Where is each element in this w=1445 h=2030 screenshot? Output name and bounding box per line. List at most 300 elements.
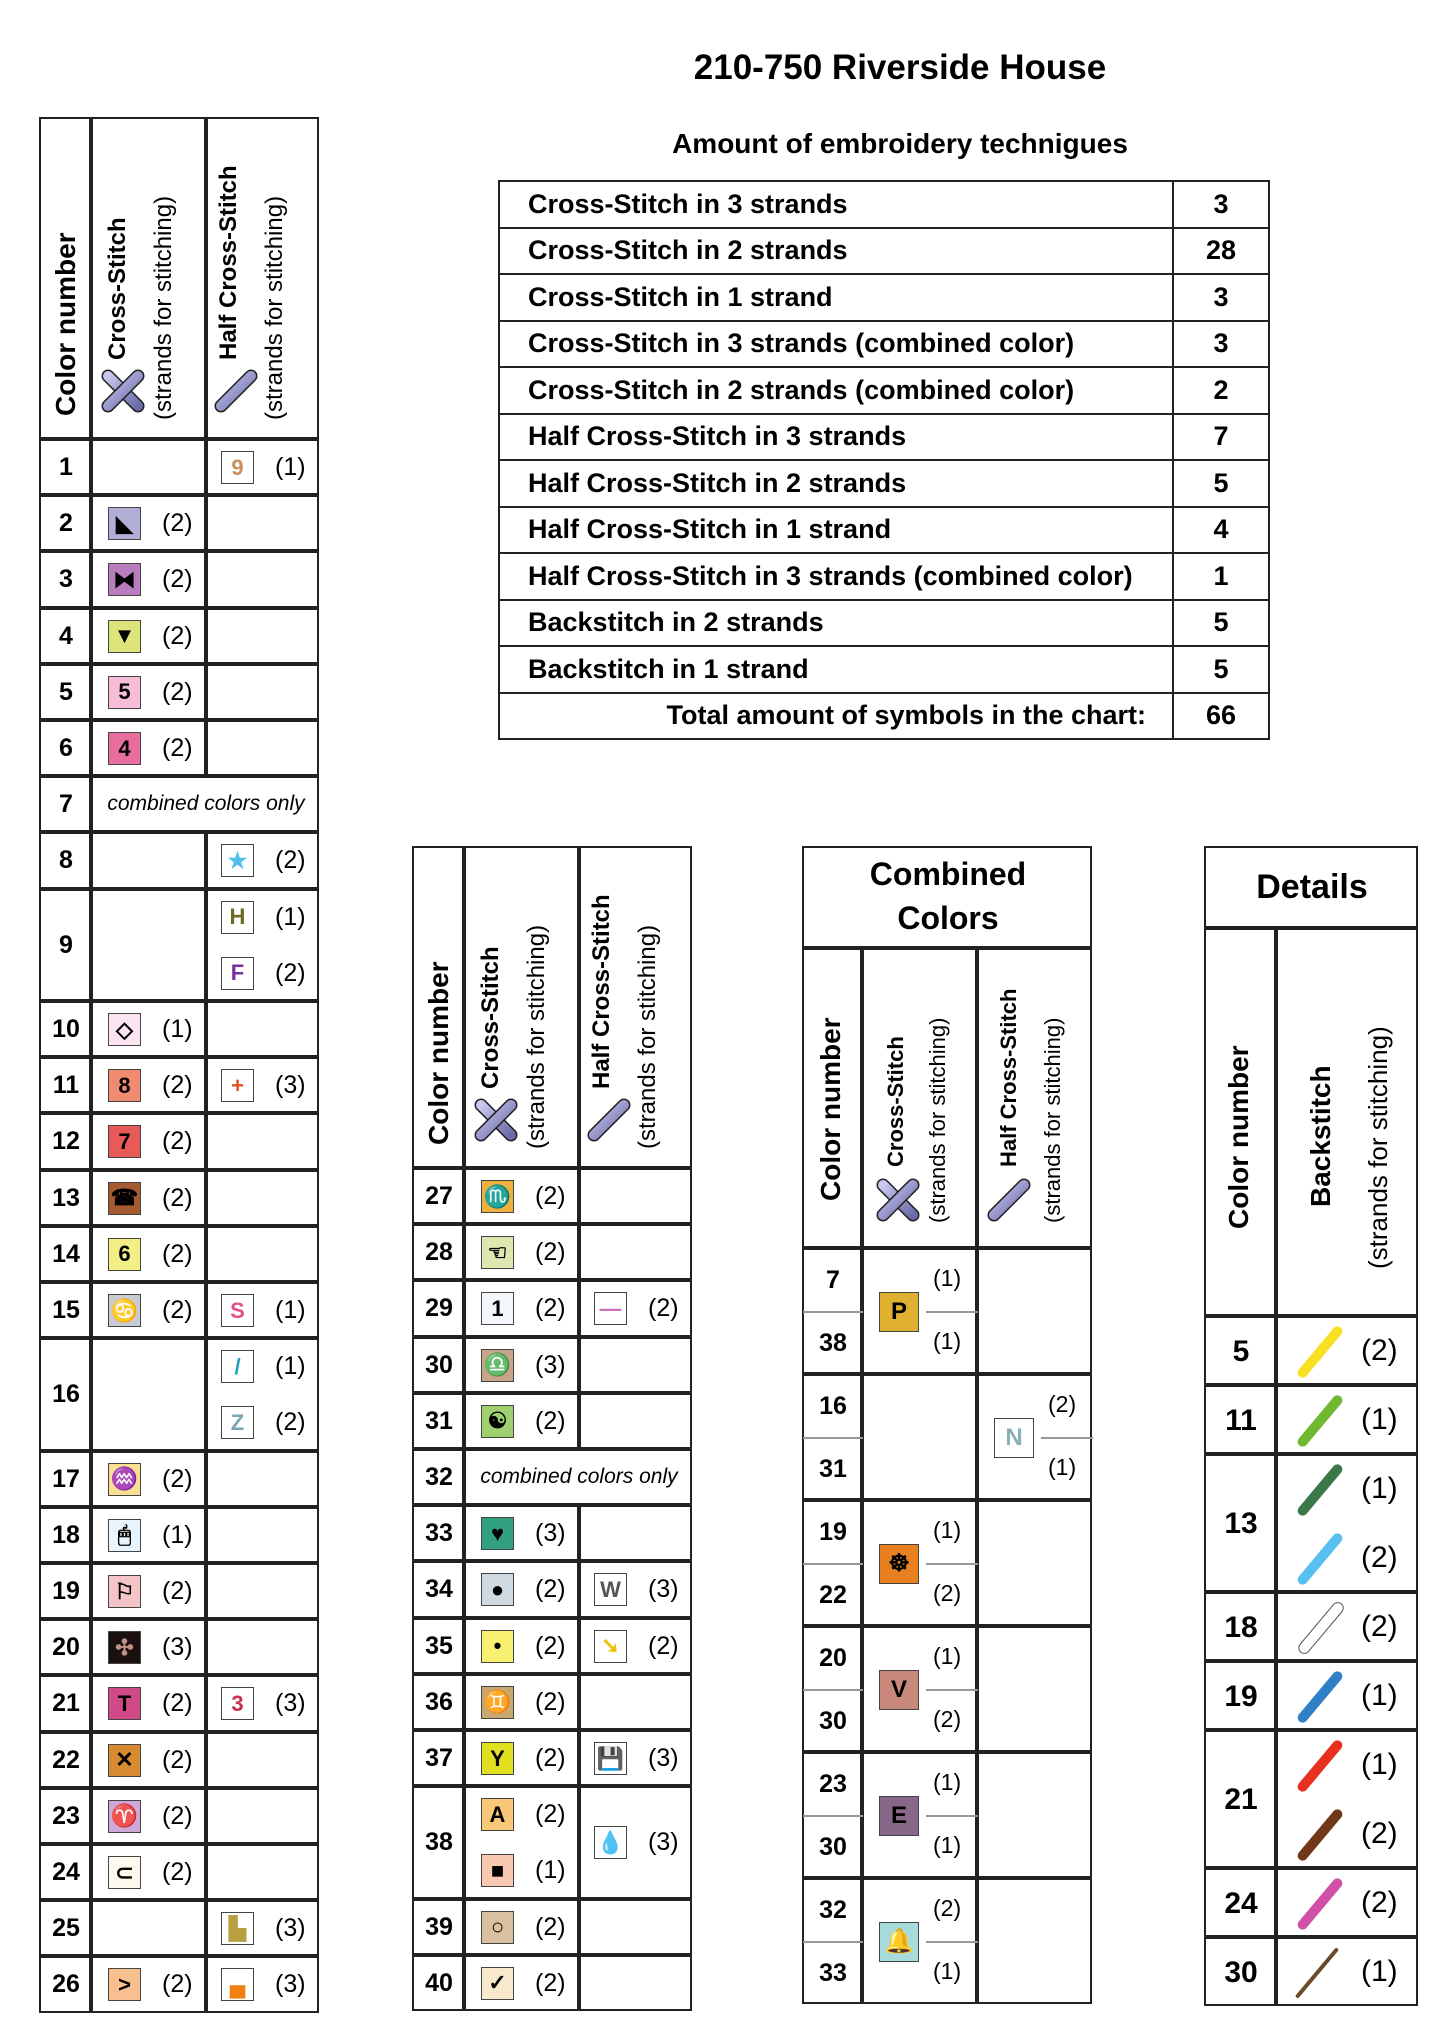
chart-symbol: ✓ bbox=[481, 1967, 514, 2000]
legend-row bbox=[40, 833, 320, 889]
chart-symbol: 8 bbox=[108, 1069, 141, 1102]
half-cross-stitch-cell bbox=[579, 1224, 692, 1280]
color-number: 13 bbox=[1224, 1507, 1258, 1540]
half-cross-stitch-cell bbox=[579, 1505, 692, 1561]
half-cross-stitch-cell bbox=[206, 1507, 319, 1563]
strands-header-label: (strands for stitching) bbox=[634, 924, 661, 1149]
strand-count: (1) bbox=[162, 1520, 193, 1549]
legend-row bbox=[413, 1900, 693, 1956]
color-number: 27 bbox=[425, 1182, 453, 1211]
color-number: 28 bbox=[425, 1238, 453, 1267]
chart-symbol: 7 bbox=[108, 1125, 141, 1158]
summary-total-row bbox=[499, 693, 1269, 740]
details-row bbox=[1205, 1662, 1419, 1731]
chart-symbol: ♊ bbox=[481, 1686, 514, 1719]
details-row bbox=[1205, 1938, 1419, 2007]
summary-value: 5 bbox=[1173, 646, 1269, 693]
color-number-header-label: Color number bbox=[1223, 1045, 1254, 1229]
cross-stitch-cell bbox=[862, 1374, 977, 1500]
cross-stitch-cell bbox=[91, 1900, 206, 1956]
half-cross-stitch-cell bbox=[206, 1170, 319, 1226]
color-number: 36 bbox=[425, 1687, 453, 1716]
color-number: 7 bbox=[59, 790, 73, 819]
half-cross-stitch-cell bbox=[206, 1226, 319, 1282]
half-cross-stitch-icon bbox=[586, 1097, 632, 1143]
divider bbox=[926, 1689, 978, 1691]
strand-count: (2) bbox=[535, 1575, 566, 1604]
chart-symbol: ◣ bbox=[108, 507, 141, 540]
strand-count: (2) bbox=[933, 1705, 962, 1732]
color-number: 10 bbox=[52, 1015, 80, 1044]
half-cross-stitch-cell bbox=[977, 1752, 1092, 1878]
half-cross-stitch-header-label: Half Cross-Stitch bbox=[215, 165, 242, 360]
summary-label: Half Cross-Stitch in 3 strands bbox=[499, 414, 1173, 461]
summary-total-value: 66 bbox=[1173, 693, 1269, 740]
half-cross-stitch-icon bbox=[986, 1177, 1032, 1223]
legend-row bbox=[40, 1171, 320, 1227]
legend-row bbox=[40, 1002, 320, 1058]
color-number: 39 bbox=[425, 1912, 453, 1941]
summary-row bbox=[499, 367, 1269, 414]
color-number-header-label: Color number bbox=[50, 232, 81, 416]
color-number: 30 bbox=[819, 1832, 847, 1861]
cross-stitch-cell bbox=[91, 1338, 206, 1450]
color-number: 5 bbox=[1232, 1334, 1250, 1368]
strand-count: (2) bbox=[648, 1294, 679, 1323]
strand-count: (2) bbox=[1361, 1333, 1398, 1367]
strand-count: (2) bbox=[162, 1296, 193, 1325]
color-number: 21 bbox=[52, 1689, 80, 1718]
color-number: 6 bbox=[59, 734, 73, 763]
strand-count: (3) bbox=[275, 1071, 306, 1100]
strand-count: (3) bbox=[535, 1350, 566, 1379]
strand-count: (2) bbox=[933, 1579, 962, 1606]
summary-label: Backstitch in 2 strands bbox=[499, 600, 1173, 647]
strand-count: (3) bbox=[275, 1970, 306, 1999]
legend-row bbox=[40, 777, 320, 833]
strand-count: (1) bbox=[1361, 1747, 1398, 1781]
color-number: 40 bbox=[425, 1968, 453, 1997]
legend-row bbox=[40, 440, 320, 496]
color-number: 22 bbox=[819, 1580, 847, 1609]
chart-symbol: + bbox=[221, 1069, 254, 1102]
chart-symbol: ✕ bbox=[108, 1744, 141, 1777]
color-number: 32 bbox=[819, 1895, 847, 1924]
legend-row bbox=[413, 1731, 693, 1787]
color-number: 24 bbox=[1224, 1886, 1258, 1920]
color-number: 22 bbox=[52, 1745, 80, 1774]
color-number: 29 bbox=[425, 1294, 453, 1323]
chart-symbol: ● bbox=[481, 1573, 514, 1606]
strand-count: (1) bbox=[1361, 1402, 1398, 1436]
half-cross-stitch-cell bbox=[206, 1844, 319, 1900]
chart-symbol: N bbox=[994, 1418, 1034, 1458]
strand-count: (3) bbox=[648, 1575, 679, 1604]
half-cross-stitch-cell bbox=[206, 1113, 319, 1169]
color-number: 8 bbox=[59, 846, 73, 875]
divider bbox=[926, 1311, 978, 1313]
summary-row bbox=[499, 460, 1269, 507]
summary-label: Cross-Stitch in 1 strand bbox=[499, 274, 1173, 321]
strand-count: (3) bbox=[162, 1633, 193, 1662]
chart-symbol: • bbox=[481, 1630, 514, 1663]
cross-stitch-header-label: Cross-Stitch bbox=[477, 946, 504, 1089]
strand-count: (2) bbox=[1361, 1816, 1398, 1850]
legend-row bbox=[40, 1227, 320, 1283]
strands-header-label: (strands for stitching) bbox=[925, 1017, 950, 1223]
strand-count: (2) bbox=[162, 509, 193, 538]
legend-row bbox=[40, 890, 320, 1002]
combined-only-note: combined colors only bbox=[480, 1465, 678, 1489]
color-number: 23 bbox=[52, 1801, 80, 1830]
legend-row bbox=[40, 1114, 320, 1170]
color-number: 11 bbox=[1225, 1403, 1257, 1437]
color-number: 1 bbox=[59, 453, 73, 482]
strand-count: (2) bbox=[162, 1071, 193, 1100]
divider bbox=[926, 1815, 978, 1817]
strand-count: (2) bbox=[933, 1894, 962, 1921]
half-cross-stitch-cell bbox=[579, 1337, 692, 1393]
strand-count: (3) bbox=[535, 1519, 566, 1548]
chart-symbol: 4 bbox=[108, 732, 141, 765]
strands-header-label: (strands for stitching) bbox=[523, 924, 550, 1149]
summary-row bbox=[499, 553, 1269, 600]
summary-heading: Amount of embroidery technigues bbox=[672, 128, 1128, 159]
page-title: 210-750 Riverside House bbox=[693, 48, 1107, 87]
chart-symbol: 5 bbox=[108, 676, 141, 709]
legend-row bbox=[413, 1169, 693, 1225]
color-number: 15 bbox=[52, 1296, 80, 1325]
strand-count: (1) bbox=[933, 1327, 962, 1354]
strands-header-label: (strands for stitching) bbox=[1040, 1017, 1065, 1223]
chart-symbol: Y bbox=[481, 1742, 514, 1775]
color-number: 33 bbox=[425, 1519, 453, 1548]
divider bbox=[803, 1689, 863, 1691]
strand-count: (2) bbox=[162, 1464, 193, 1493]
summary-value: 3 bbox=[1173, 321, 1269, 368]
color-number: 30 bbox=[819, 1706, 847, 1735]
chart-symbol: T bbox=[108, 1687, 141, 1720]
chart-symbol: 9 bbox=[221, 451, 254, 484]
chart-symbol: 6 bbox=[108, 1238, 141, 1271]
backstitch-header-label: Backstitch bbox=[1305, 1065, 1336, 1207]
strand-count: (2) bbox=[162, 677, 193, 706]
legend-row bbox=[413, 1225, 693, 1281]
color-number: 30 bbox=[425, 1350, 453, 1379]
summary-table bbox=[498, 180, 1270, 740]
color-number: 23 bbox=[819, 1769, 847, 1798]
details-row bbox=[1205, 1317, 1419, 1386]
strand-count: (1) bbox=[933, 1264, 962, 1291]
strand-count: (1) bbox=[1361, 1471, 1398, 1505]
legend-row bbox=[40, 665, 320, 721]
color-number: 30 bbox=[1224, 1955, 1258, 1989]
chart-symbol: ♒ bbox=[108, 1463, 141, 1496]
half-cross-stitch-cell bbox=[977, 1500, 1092, 1626]
chart-symbol: > bbox=[108, 1968, 141, 2001]
chart-symbol: F bbox=[221, 957, 254, 990]
combined-row bbox=[803, 1375, 1093, 1501]
color-number: 4 bbox=[59, 621, 73, 650]
color-number: 16 bbox=[52, 1380, 80, 1409]
summary-label: Cross-Stitch in 2 strands (combined color) bbox=[499, 367, 1173, 414]
legend-row bbox=[413, 1450, 693, 1506]
strand-count: (2) bbox=[535, 1406, 566, 1435]
half-cross-stitch-cell bbox=[206, 1451, 319, 1507]
cross-stitch-icon bbox=[875, 1177, 921, 1223]
strand-count: (1) bbox=[162, 1015, 193, 1044]
legend-row bbox=[40, 1845, 320, 1901]
strand-count: (2) bbox=[535, 1238, 566, 1267]
combined-only-note: combined colors only bbox=[107, 792, 305, 816]
combined-row bbox=[803, 1249, 1093, 1375]
summary-row bbox=[499, 181, 1269, 228]
strand-count: (1) bbox=[1048, 1453, 1077, 1480]
half-cross-stitch-cell bbox=[206, 495, 319, 551]
summary-row bbox=[499, 321, 1269, 368]
color-number: 21 bbox=[1224, 1783, 1258, 1816]
summary-value: 3 bbox=[1173, 181, 1269, 228]
strand-count: (1) bbox=[933, 1957, 962, 1984]
half-cross-stitch-cell bbox=[579, 1393, 692, 1449]
color-number: 9 bbox=[59, 930, 73, 959]
legend-row bbox=[40, 1339, 320, 1451]
summary-label: Half Cross-Stitch in 2 strands bbox=[499, 460, 1173, 507]
cross-stitch-cell bbox=[91, 439, 206, 495]
strand-count: (3) bbox=[275, 1914, 306, 1943]
strand-count: (2) bbox=[535, 1968, 566, 1997]
half-cross-stitch-cell bbox=[206, 1788, 319, 1844]
strand-count: (2) bbox=[162, 1745, 193, 1774]
chart-symbol: H bbox=[221, 901, 254, 934]
half-cross-stitch-cell bbox=[579, 1168, 692, 1224]
summary-label: Backstitch in 1 strand bbox=[499, 646, 1173, 693]
chart-symbol: ☎ bbox=[108, 1182, 141, 1215]
details-row bbox=[1205, 1593, 1419, 1662]
strand-count: (1) bbox=[933, 1516, 962, 1543]
summary-value: 2 bbox=[1173, 367, 1269, 414]
chart-symbol: ☯ bbox=[481, 1405, 514, 1438]
chart-symbol: ▙ bbox=[221, 1912, 254, 1945]
legend-row bbox=[40, 1452, 320, 1508]
color-number: 11 bbox=[52, 1071, 80, 1100]
half-cross-stitch-cell bbox=[206, 664, 319, 720]
strand-count: (2) bbox=[162, 565, 193, 594]
legend-row bbox=[40, 721, 320, 777]
legend-row bbox=[40, 1058, 320, 1114]
details-row bbox=[1205, 1386, 1419, 1455]
strand-count: (1) bbox=[1361, 1954, 1398, 1988]
summary-value: 5 bbox=[1173, 460, 1269, 507]
cross-stitch-header-label: Cross-Stitch bbox=[104, 217, 131, 360]
color-number: 19 bbox=[52, 1577, 80, 1606]
half-cross-stitch-icon bbox=[213, 368, 259, 414]
legend-row bbox=[413, 1787, 693, 1899]
summary-row bbox=[499, 646, 1269, 693]
divider bbox=[926, 1563, 978, 1565]
color-number-header-label: Color number bbox=[423, 961, 454, 1145]
half-cross-stitch-cell bbox=[206, 1001, 319, 1057]
color-number: 24 bbox=[52, 1858, 80, 1887]
chart-symbol: E bbox=[879, 1796, 919, 1836]
strand-count: (2) bbox=[1361, 1540, 1398, 1574]
strand-count: (1) bbox=[275, 1352, 306, 1381]
color-number: 20 bbox=[819, 1643, 847, 1672]
strand-count: (1) bbox=[1361, 1678, 1398, 1712]
legend-row bbox=[40, 1957, 320, 2013]
chart-symbol: ☸ bbox=[879, 1544, 919, 1584]
strand-count: (2) bbox=[275, 846, 306, 875]
color-number: 17 bbox=[52, 1464, 80, 1493]
legend-row bbox=[40, 1901, 320, 1957]
summary-row bbox=[499, 228, 1269, 275]
strands-header-label: (strands for stitching) bbox=[1363, 1026, 1393, 1269]
color-number: 5 bbox=[59, 677, 73, 706]
summary-value: 5 bbox=[1173, 600, 1269, 647]
chart-symbol: 3 bbox=[221, 1687, 254, 1720]
strand-count: (2) bbox=[162, 1970, 193, 1999]
chart-symbol: A bbox=[481, 1798, 514, 1831]
legend-row bbox=[413, 1562, 693, 1618]
cross-stitch-icon bbox=[100, 368, 146, 414]
strand-count: (2) bbox=[535, 1294, 566, 1323]
divider bbox=[803, 1437, 863, 1439]
strand-count: (1) bbox=[535, 1856, 566, 1885]
legend-row bbox=[40, 1676, 320, 1732]
strand-count: (2) bbox=[162, 1239, 193, 1268]
combined-row bbox=[803, 1501, 1093, 1627]
half-cross-stitch-cell bbox=[977, 1248, 1092, 1374]
chart-symbol: ♋ bbox=[108, 1294, 141, 1327]
details-row bbox=[1205, 1731, 1419, 1869]
half-cross-stitch-cell bbox=[579, 1674, 692, 1730]
chart-symbol: ♏ bbox=[481, 1180, 514, 1213]
strand-count: (2) bbox=[162, 1689, 193, 1718]
half-cross-stitch-cell bbox=[977, 1626, 1092, 1752]
chart-symbol: 💧 bbox=[594, 1826, 627, 1859]
combined-row bbox=[803, 1627, 1093, 1753]
chart-symbol: — bbox=[594, 1292, 627, 1325]
strand-count: (2) bbox=[535, 1182, 566, 1211]
strand-count: (2) bbox=[162, 621, 193, 650]
strands-header-label: (strands for stitching) bbox=[261, 195, 288, 420]
color-number: 7 bbox=[826, 1265, 840, 1294]
color-number: 2 bbox=[59, 509, 73, 538]
strand-count: (2) bbox=[1048, 1390, 1077, 1417]
legend-row bbox=[40, 1789, 320, 1845]
summary-label: Cross-Stitch in 3 strands bbox=[499, 181, 1173, 228]
chart-symbol: ▄ bbox=[221, 1968, 254, 2001]
legend-row bbox=[40, 609, 320, 665]
strand-count: (2) bbox=[535, 1912, 566, 1941]
chart-symbol: ✣ bbox=[108, 1631, 141, 1664]
color-number: 20 bbox=[52, 1633, 80, 1662]
cross-stitch-icon bbox=[473, 1097, 519, 1143]
half-cross-stitch-cell bbox=[206, 1563, 319, 1619]
strand-count: (2) bbox=[275, 958, 306, 987]
divider bbox=[926, 1941, 978, 1943]
strands-header-label: (strands for stitching) bbox=[150, 195, 177, 420]
strand-count: (2) bbox=[162, 1858, 193, 1887]
strand-count: (2) bbox=[162, 1801, 193, 1830]
strand-count: (2) bbox=[535, 1687, 566, 1716]
color-number: 26 bbox=[52, 1970, 80, 1999]
chart-symbol: Z bbox=[221, 1406, 254, 1439]
legend-row bbox=[40, 1733, 320, 1789]
combined-row bbox=[803, 1753, 1093, 1879]
chart-symbol: ♥ bbox=[481, 1517, 514, 1550]
strand-count: (2) bbox=[162, 734, 193, 763]
strand-count: (2) bbox=[275, 1408, 306, 1437]
strand-count: (2) bbox=[648, 1631, 679, 1660]
chart-symbol: ☜ bbox=[481, 1236, 514, 1269]
color-number: 3 bbox=[59, 565, 73, 594]
color-number: 19 bbox=[1224, 1679, 1258, 1713]
chart-symbol: P bbox=[879, 1292, 919, 1332]
legend-row bbox=[40, 1564, 320, 1620]
divider bbox=[1041, 1437, 1093, 1439]
strand-count: (2) bbox=[162, 1183, 193, 1212]
cross-stitch-cell bbox=[91, 832, 206, 888]
summary-row bbox=[499, 600, 1269, 647]
color-number: 35 bbox=[425, 1631, 453, 1660]
combined-row bbox=[803, 1879, 1093, 2005]
legend-row bbox=[413, 1338, 693, 1394]
details-title: Details bbox=[1256, 868, 1368, 906]
combined-title: Combined bbox=[869, 856, 1027, 892]
strand-count: (2) bbox=[1361, 1885, 1398, 1919]
strand-count: (2) bbox=[535, 1800, 566, 1829]
color-number: 12 bbox=[52, 1127, 80, 1156]
half-cross-stitch-cell bbox=[206, 720, 319, 776]
legend-row bbox=[413, 1956, 693, 2012]
color-number: 18 bbox=[52, 1520, 80, 1549]
chart-symbol: ★ bbox=[221, 844, 254, 877]
summary-total-label: Total amount of symbols in the chart: bbox=[499, 693, 1173, 740]
color-number: 18 bbox=[1224, 1610, 1258, 1644]
cross-stitch-header-label: Cross-Stitch bbox=[883, 1036, 908, 1167]
cross-stitch-cell bbox=[91, 889, 206, 1001]
strand-count: (2) bbox=[535, 1631, 566, 1660]
strand-count: (3) bbox=[648, 1828, 679, 1857]
summary-row bbox=[499, 414, 1269, 461]
combined-title: Colors bbox=[897, 900, 999, 936]
chart-symbol: V bbox=[879, 1670, 919, 1710]
summary-value: 4 bbox=[1173, 507, 1269, 554]
header-backstitch bbox=[1276, 928, 1418, 1316]
summary-label: Half Cross-Stitch in 3 strands (combined color) bbox=[499, 553, 1173, 600]
divider bbox=[803, 1815, 863, 1817]
half-cross-stitch-header-label: Half Cross-Stitch bbox=[588, 894, 615, 1089]
chart-symbol: W bbox=[594, 1573, 627, 1606]
legend-row bbox=[40, 1508, 320, 1564]
chart-symbol: ○ bbox=[481, 1911, 514, 1944]
half-cross-stitch-cell bbox=[206, 1619, 319, 1675]
legend-row bbox=[40, 1283, 320, 1339]
half-cross-stitch-cell bbox=[977, 1878, 1092, 2004]
strand-count: (1) bbox=[933, 1831, 962, 1858]
legend-row bbox=[413, 1675, 693, 1731]
divider bbox=[803, 1563, 863, 1565]
color-number: 33 bbox=[819, 1958, 847, 1987]
half-cross-stitch-cell bbox=[206, 551, 319, 607]
strand-count: (2) bbox=[1361, 1609, 1398, 1643]
color-number: 34 bbox=[425, 1575, 453, 1604]
divider bbox=[803, 1941, 863, 1943]
strand-count: (1) bbox=[275, 1296, 306, 1325]
summary-value: 3 bbox=[1173, 274, 1269, 321]
details-row bbox=[1205, 1869, 1419, 1938]
